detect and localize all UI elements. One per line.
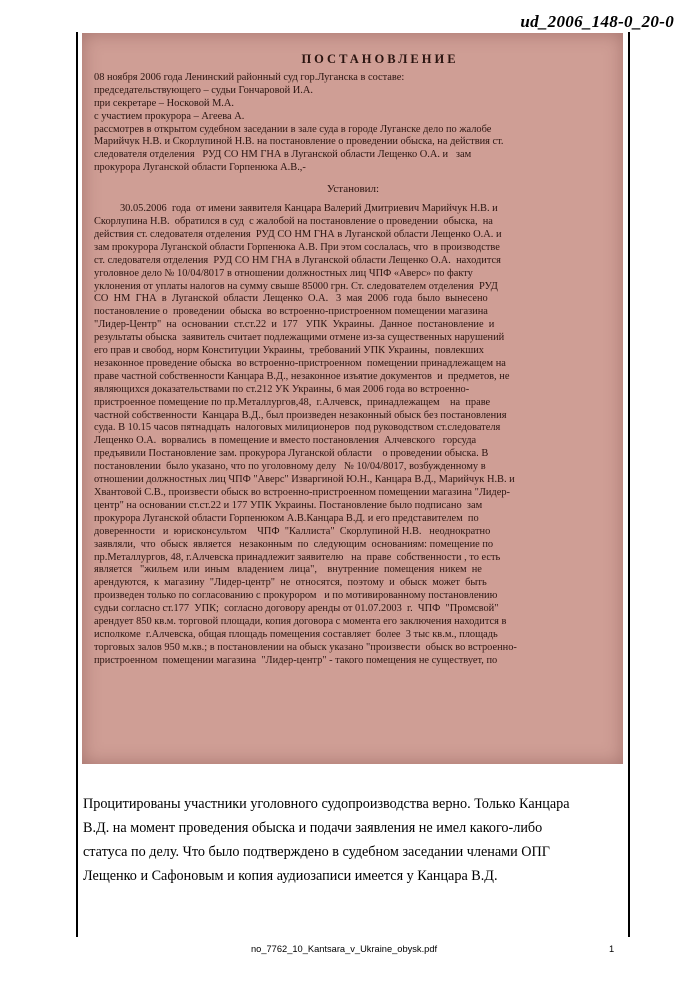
footer-filename: no_7762_10_Kantsara_v_Ukraine_obysk.pdf [251,944,438,954]
ruling-body-line: постановление о проведении обыска во встроенно-пристроенном помещении магазина [94,306,488,318]
ruling-body-line: является "жильем или иным владением лица", внутренние помещения никем не [94,564,482,576]
ruling-intro-line: с участием прокурора – Агеева А. [94,110,245,122]
ruling-body-line: СО НМ ГНА в Луганской области Лещенко О.А. 3 мая 2006 года было вынесено [94,293,488,305]
ruling-body-line: уклонения от уплаты налогов на сумму свыше 85000 грн. Ст. следователем отделения РУД [94,280,498,292]
ruling-body-line: пристроенное помещение по пр.Металлургов,48, г.Алчевск, принадлежащем на праве [94,396,491,408]
ruling-body-line: произведен только по согласованию с прокурором и по мотивированному постановлению [94,590,498,602]
commentary-paragraph [83,792,618,888]
ruling-intro [94,72,612,175]
ruling-body-line: Скорлупина Н.В. обратился в суд с жалобой на постановление о проведении обыска, на [94,215,493,227]
ruling-body-line: Лещенко О.А. ворвались в помещение и вместо постановления Алчевского горсуда [94,435,477,447]
ruling-body-line: прокурора Луганской области Горпенюком А.В.Канцара В.Д. и его представителем по [94,512,479,524]
ruling-body-line: его прав и свобод, норм Конституции Украины, требований УПК Украины, повлекших [94,345,484,357]
scanned-court-ruling [82,33,623,764]
ruling-body-line: арендуются, к магазину "Лидер-центр" не относятся, поэтому и обыск может быть [94,577,487,589]
ruling-body-line: частной собственности Канцара В.Д., был произведен незаконный обыск без постановления [94,409,507,421]
ruling-body-line: "Лидер-Центр" на основании ст.ст.22 и 177 УПК Украины. Данное постановление и [94,319,495,331]
scan-text-block [94,49,612,668]
ruling-body-line: Хвантовой С.В., произвести обыск во встроенно-пристроенном помещении магазина "Лидер- [94,487,510,498]
ruling-body-line: праве частной собственности Канцара В.Д., незаконное изъятие документов и предметов, не [94,370,510,382]
ruling-body-line: результаты обыска заявитель считает подлежащими отмене из-за существенных нарушений [94,332,505,344]
left-margin-line [76,32,78,937]
ruling-body-line: исполкоме г.Алчевска, общая площадь помещения составляет более 3 тыс кв.м., площадь [94,628,498,640]
commentary-line: статуса по делу. Что было подтверждено в судебном заседании членами ОПГ [83,844,550,860]
ruling-body-line: предъявили Постановление зам. прокурора Луганской области о проведении обыска. В [94,448,489,460]
commentary-line: Процитированы участники уголовного судопроизводства верно. Только Канцара [83,796,570,812]
commentary-line: Лещенко и Сафоновым и копия аудиозаписи имеется у Канцара В.Д. [83,868,498,884]
ruling-body-line: незаконное проведение обыска во встроенно-пристроенном помещении принадлежащем на [94,357,506,369]
ruling-intro-line: прокурора Луганской области Горпенюка А.В.,- [94,162,306,174]
ruling-intro-line: 08 ноября 2006 года Ленинский районный суд гор.Луганска в составе: [94,71,405,83]
ruling-body-line: 30.05.2006 года от имени заявителя Канцара Валерий Дмитриевич Марийчук Н.В. и [94,203,498,215]
ruling-body-line: центр" на основании ст.ст.22 и 177 УПК Украины. Постановление было подписано зам [94,499,483,511]
ruling-body-line: уголовное дело № 10/04/8017 в отношении должностных лиц ЧПФ «Аверс» по факту [94,267,473,279]
ruling-body [94,203,612,668]
document-id: ud_2006_148-0_20-0 [520,12,674,31]
footer-page-number: 1 [609,944,615,954]
ruling-intro-line: рассмотрев в открытом судебном заседании в зале суда в городе Луганске дело по жалобе [94,123,492,135]
ruling-intro-line: Марийчук Н.В. и Скорлупиной Н.В. на постановление о проведении обыска, на действия ст. [94,136,504,148]
right-margin-line [628,32,630,937]
ruling-intro-line: председательствующего – судьи Гончаровой И.А. [94,84,313,96]
ruling-intro-line: следователя отделения РУД СО НМ ГНА в Луганской области Лещенко О.А. и зам [94,149,472,161]
ruling-body-line: пр.Металлургов, 48, г.Алчевска принадлежит заявителю на праве собственности , то есть [94,551,501,563]
ruling-body-line: доверенности и юрисконсультом ЧПФ "Каллиста" Скорлупиной Н.В. неоднократно [94,525,491,537]
ruling-body-line: являющихся доказательствами по ст.212 УК Украины, 6 мая 2006 года во встроенно- [94,383,470,395]
ruling-body-line: заявляли, что обыск является незаконным по следующим основаниям: помещение по [94,538,494,550]
ruling-heading: Установил: [326,183,380,196]
ruling-body-line: отношении должностных лиц ЧПФ "Аверс" Изваргиной Ю.Н., Канцара В.Д., Марийчук Н.В. и [94,474,515,486]
ruling-body-line: судьи согласно ст.177 УПК; согласно договору аренды от 01.07.2003 г. ЧПФ "Промсвой" [94,603,499,615]
ruling-intro-line: при секретаре – Носковой М.А. [94,97,235,109]
ruling-title: ПОСТАНОВЛЕНИЕ [301,52,459,66]
ruling-body-line: действия ст. следователя отделения РУД СО НМ ГНА в Луганской области Лещенко О.А. и [94,228,502,240]
ruling-body-line: арендует 850 кв.м. торговой площади, копия договора с момента его заключения находится в [94,616,507,628]
ruling-body-line: пристроенном помещении магазина "Лидер-центр" - такого помещения не существует, по [94,654,498,666]
ruling-body-line: ст. следователя отделения РУД СО НМ ГНА в Луганской области Лещенко О.А. находится [94,254,501,266]
commentary-line: В.Д. на момент проведения обыска и подачи заявления не имел какого-либо [83,820,543,836]
ruling-body-line: постановлении было указано, что по уголовному делу № 10/04/8017, возбужденному в [94,461,486,473]
ruling-body-line: торговых залов 950 м.кв.; в постановлении на обыск указано "произвести обыск во встроенно- [94,641,517,653]
ruling-body-line: суда. В 10.15 часов пятнадцать налоговых милиционеров под руководством ст.следователя [94,422,501,434]
ruling-body-line: зам прокурора Луганской области Горпенюка А.В. При этом сослалась, что в производстве [94,241,500,253]
